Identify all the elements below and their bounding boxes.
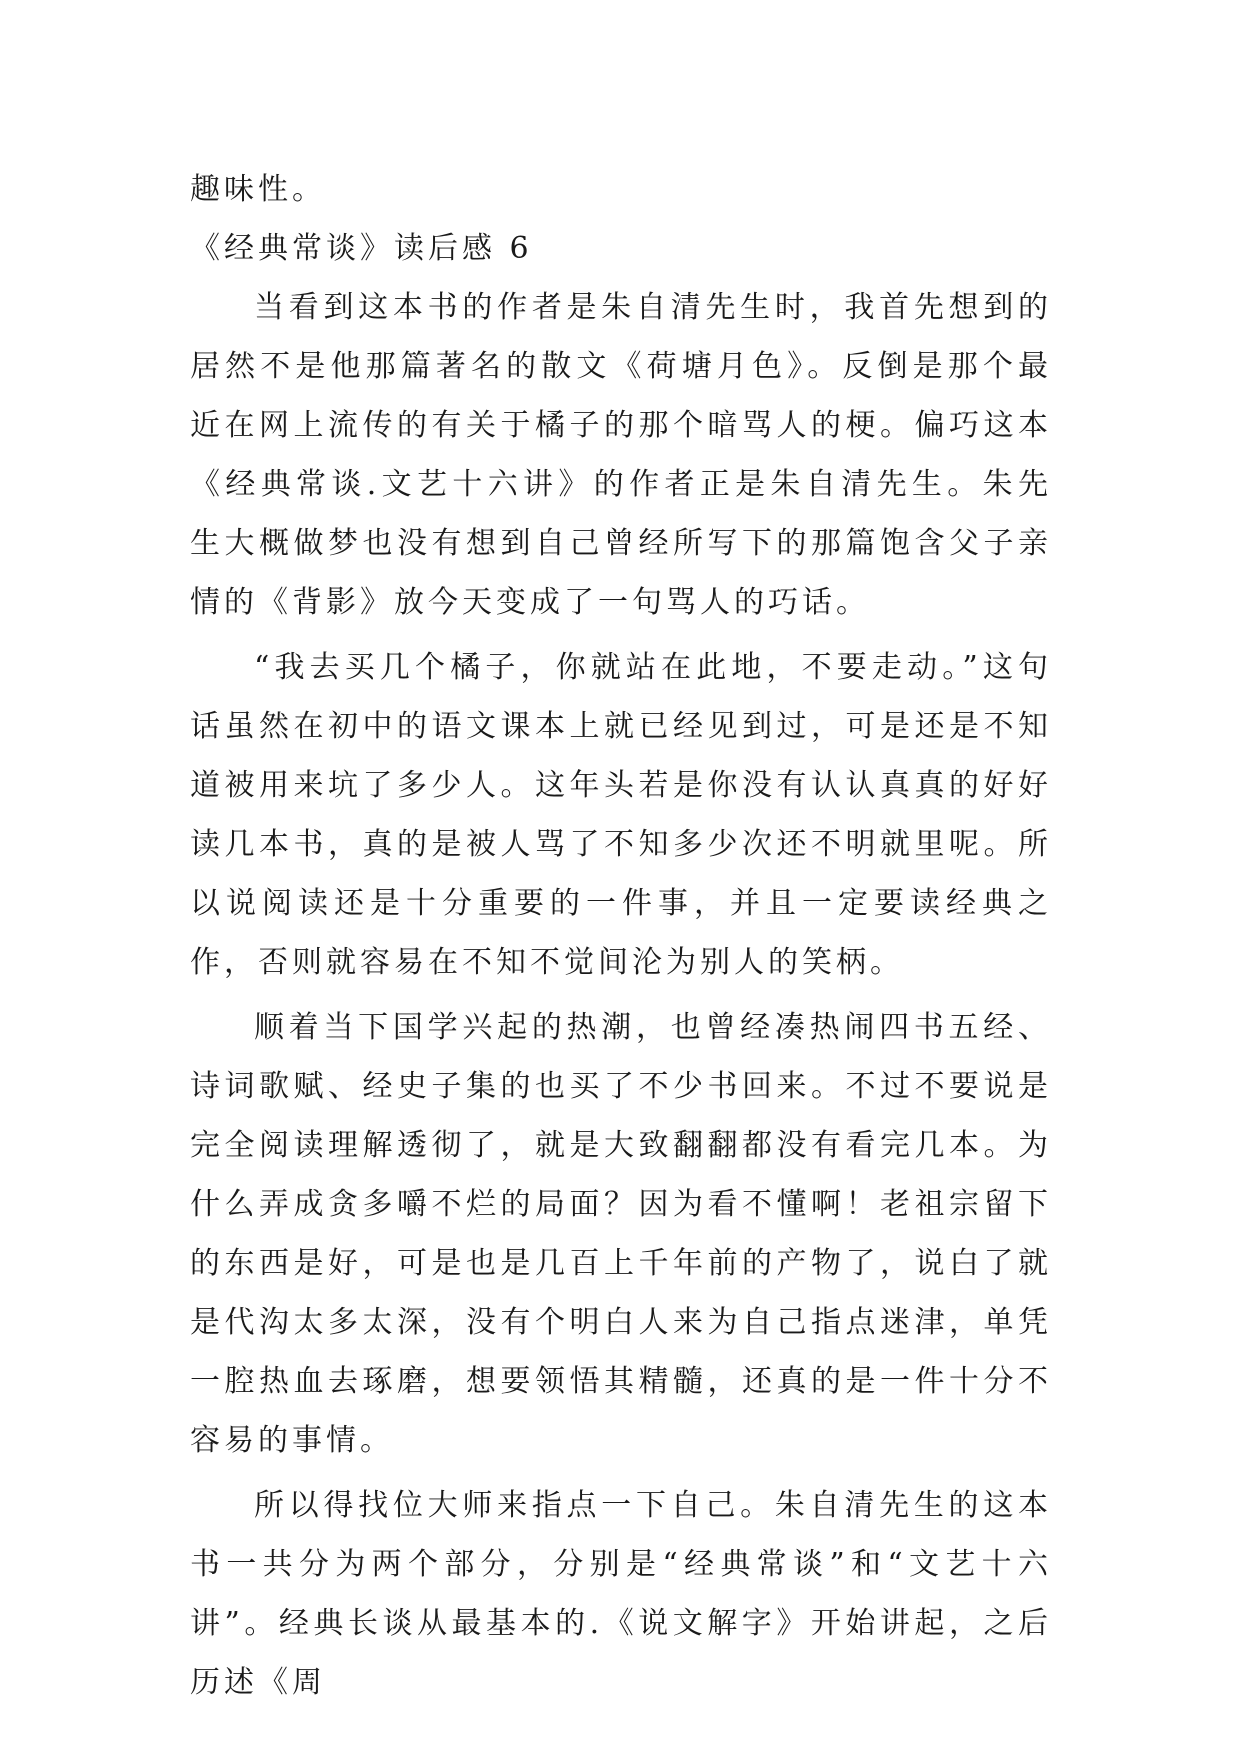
paragraph-2: “我去买几个橘子，你就站在此地，不要走动。”这句话虽然在初中的语文课本上就已经见到过，可是还是不知道被用来坑了多少人。这年头若是你没有认认真真的好好读几本书，真的是被人骂了不知多少次还不明就里呢。所以说阅读还是十分重要的一件事，并且一定要读经典之作，否则就容易在不知不觉间沦为别人的笑柄。 (190, 650, 1052, 980)
section-title: 《经典常谈》读后感 6 (190, 231, 533, 266)
paragraph-4: 所以得找位大师来指点一下自己。朱自清先生的这本书一共分为两个部分，分别是“经典常谈”和“文艺十六讲”。经典长谈从最基本的.《说文解字》开始讲起，之后历述《周 (190, 1488, 1052, 1700)
paragraph-1: 当看到这本书的作者是朱自清先生时，我首先想到的居然不是他那篇著名的散文《荷塘月色》。反倒是那个最近在网上流传的有关于橘子的那个暗骂人的梗。偏巧这本《经典常谈.文艺十六讲》的作者正是朱自清先生。朱先生大概做梦也没有想到自己曾经所写下的那篇饱含父子亲情的《背影》放今天变成了一句骂人的巧话。 (190, 290, 1052, 620)
document-page (190, 160, 1052, 1712)
paragraph-3: 顺着当下国学兴起的热潮，也曾经凑热闹四书五经、诗词歌赋、经史子集的也买了不少书回来。不过不要说是完全阅读理解透彻了，就是大致翻翻都没有看完几本。为什么弄成贪多嚼不烂的局面？因为看不懂啊！老祖宗留下的东西是好，可是也是几百上千年前的产物了，说白了就是代沟太多太深，没有个明白人来为自己指点迷津，单凭一腔热血去琢磨，想要领悟其精髓，还真的是一件十分不容易的事情。 (190, 1010, 1052, 1458)
carry-over-text: 趣味性。 (190, 172, 326, 207)
